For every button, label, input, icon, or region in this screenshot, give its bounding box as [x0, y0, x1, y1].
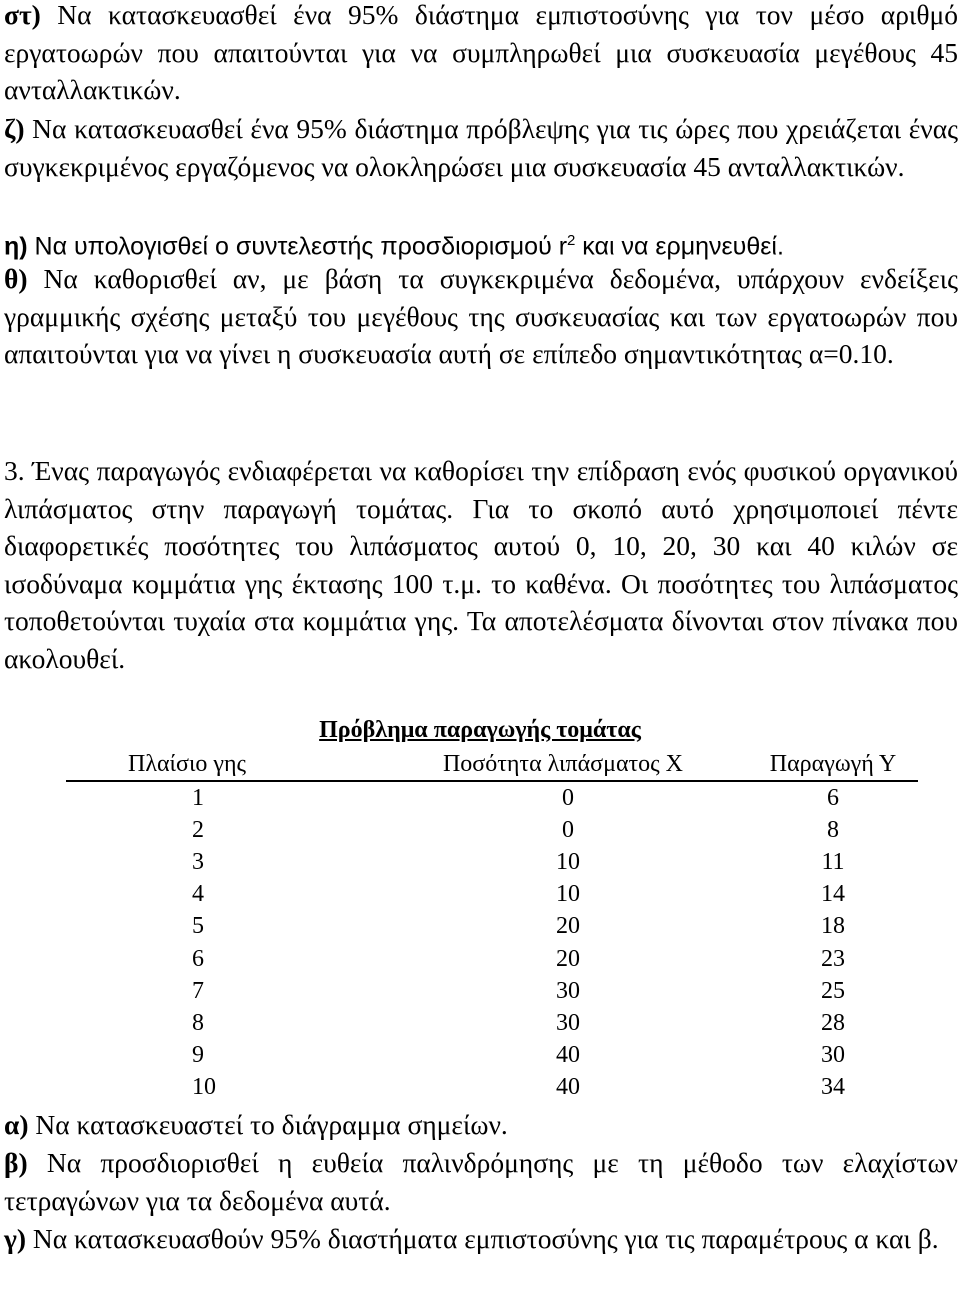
table-title [0, 712, 960, 748]
question-label: η) [4, 232, 28, 261]
tomato-table [66, 746, 918, 1104]
cell-plot: 2 [192, 816, 204, 843]
cell-yield: 18 [821, 913, 845, 940]
cell-plot: 6 [192, 945, 204, 972]
question-a [4, 1106, 958, 1144]
table-row [66, 814, 918, 846]
question-text: Να κατασκευασθούν 95% διαστήματα εμπιστοσύνης για τις παραμέτρους α και β. [26, 1223, 939, 1254]
question-label: ζ) [4, 113, 25, 144]
table-row [66, 911, 918, 943]
cell-yield: 11 [821, 848, 845, 875]
cell-yield: 28 [821, 1009, 845, 1036]
question-text: Να κατασκευασθεί ένα 95% διάστημα πρόβλεψης για τις ώρες που χρειάζεται ένας συγκεκριμένος εργαζόμενος να ολοκληρώσει μια συσκευασία 45 ανταλλακτικών. [4, 113, 958, 182]
table-row [66, 943, 918, 975]
cell-plot: 3 [192, 848, 204, 875]
cell-yield: 23 [821, 945, 845, 972]
question-text: Να καθορισθεί αν, με βάση τα συγκεκριμένα δεδομένα, υπάρχουν ενδείξεις γραμμικής σχέσης μεταξύ του μεγέθους της συσκευασίας και των εργατοωρών που απαιτούνται για να γίνει η συσκευασία αυτή σε επίπεδο σημαντικότητας α=0.10. [4, 263, 958, 370]
question-text: Να προσδιορισθεί η ευθεία παλινδρόμησης με τη μέθοδο των ελαχίστων τετραγώνων για τα δεδομένα αυτά. [4, 1147, 958, 1216]
table-row [66, 879, 918, 911]
cell-plot: 9 [192, 1042, 204, 1069]
cell-yield: 8 [827, 816, 839, 843]
question-th [4, 260, 958, 373]
cell-fertilizer: 40 [556, 1042, 580, 1069]
cell-fertilizer: 10 [556, 881, 580, 908]
table-header-row [66, 746, 918, 781]
cell-plot: 1 [192, 784, 204, 811]
table-row [66, 846, 918, 878]
question-text: Να κατασκευασθεί ένα 95% διάστημα εμπιστοσύνης για τον μέσο αριθμό εργατοωρών που απαιτούνται για να συμπληρωθεί μια συσκευασία μεγέθους 45 ανταλλακτικών. [4, 0, 958, 106]
question-label: α) [4, 1109, 29, 1140]
question-text-after: και να ερμηνευθεί. [575, 232, 784, 261]
question-label: στ) [4, 0, 41, 30]
cell-yield: 25 [821, 977, 845, 1004]
cell-fertilizer: 30 [556, 977, 580, 1004]
cell-plot: 7 [192, 977, 204, 1004]
column-header-plot: Πλαίσιο γης [66, 746, 418, 781]
table-row [66, 1007, 918, 1039]
cell-yield: 30 [821, 1042, 845, 1069]
question-label: θ) [4, 263, 28, 294]
cell-fertilizer: 40 [556, 1074, 580, 1101]
cell-yield: 14 [821, 881, 845, 908]
column-header-yield: Παραγωγή Υ [708, 746, 918, 781]
superscript: 2 [567, 232, 576, 249]
table-row [66, 975, 918, 1007]
cell-fertilizer: 0 [562, 816, 574, 843]
cell-fertilizer: 20 [556, 913, 580, 940]
question-g [4, 1220, 958, 1258]
column-header-fertilizer: Ποσότητα λιπάσματος Χ [418, 746, 708, 781]
cell-yield: 6 [827, 784, 839, 811]
table-row [66, 781, 918, 814]
table-row [66, 1072, 918, 1104]
problem-3-statement: 3. Ένας παραγωγός ενδιαφέρεται να καθορίσει την επίδραση ενός φυσικού οργανικού λιπάσματος στην παραγωγή τομάτας. Για το σκοπό αυτό χρησιμοποιεί πέντε διαφορετικές ποσότητες του λιπάσματος αυτού 0, 10, 20, 30 και 40 κιλών σε ισοδύναμα κομμάτια γης έκτασης 100 τ.μ. το καθένα. Οι ποσότητες του λιπάσματος τοποθετούνται τυχαία στα κομμάτια γης. Τα αποτελέσματα δίνονται στον πίνακα που ακολουθεί. [4, 455, 958, 674]
question-st [4, 0, 958, 109]
cell-fertilizer: 0 [562, 784, 574, 811]
question-b [4, 1144, 958, 1219]
table-title-text: Πρόβλημα παραγωγής τομάτας [319, 717, 641, 743]
cell-plot: 8 [192, 1009, 204, 1036]
cell-fertilizer: 10 [556, 848, 580, 875]
question-text: Να κατασκευαστεί το διάγραμμα σημείων. [28, 1109, 508, 1140]
question-label: γ) [4, 1223, 27, 1254]
cell-yield: 34 [821, 1074, 845, 1101]
cell-plot: 10 [192, 1074, 216, 1101]
question-z [4, 110, 958, 185]
cell-fertilizer: 30 [556, 1009, 580, 1036]
table-row [66, 1040, 918, 1072]
cell-plot: 4 [192, 881, 204, 908]
cell-fertilizer: 20 [556, 945, 580, 972]
question-text: Να υπολογισθεί ο συντελεστής προσδιορισμού r [27, 232, 568, 261]
question-label: β) [4, 1147, 28, 1178]
cell-plot: 5 [192, 913, 204, 940]
